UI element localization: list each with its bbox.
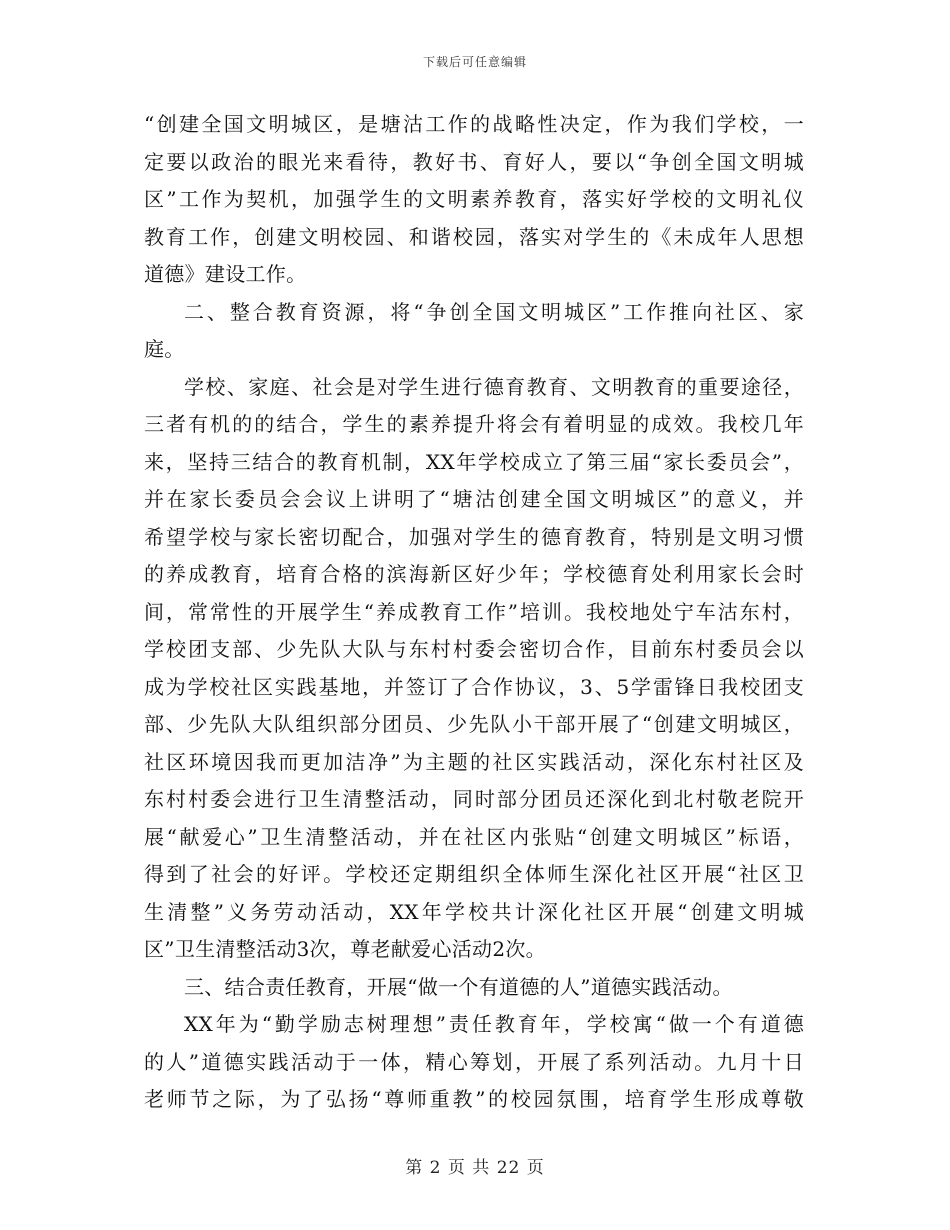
text-line: 教育工作，创建文明校园、和谐校园，落实对学生的《未成年人思想 xyxy=(144,224,804,249)
text-line: 来，坚持三结合的教育机制，XX年学校成立了第三届“家长委员会”， xyxy=(144,449,804,474)
text-line: 东村村委会进行卫生清整活动，同时部分团员还深化到北村敬老院开 xyxy=(144,787,804,811)
text-line: 道德》建设工作。 xyxy=(144,262,307,286)
text-line: 成为学校社区实践基地，并签订了合作协议，3、5学雷锋日我校团支 xyxy=(144,674,804,699)
section-heading-line: 二、整合教育资源，将“争创全国文明城区”工作推向社区、家 xyxy=(184,299,804,324)
text-line: 学校、家庭、社会是对学生进行德育教育、文明教育的重要途径， xyxy=(184,374,804,399)
text-line: 定要以政治的眼光来看待，教好书、育好人，要以“争创全国文明城 xyxy=(144,149,804,174)
page-number: 第 2 页 共 22 页 xyxy=(405,1158,545,1178)
text-line: 三者有机的的结合，学生的素养提升将会有着明显的成效。我校几年 xyxy=(144,412,804,436)
text-line: 并在家长委员会会议上讲明了“塘沽创建全国文明城区”的意义，并 xyxy=(144,487,804,511)
text-line: 学校团支部、少先队大队与东村村委会密切合作，目前东村委员会以 xyxy=(144,637,804,661)
text-line: 生清整”义务劳动活动，XX年学校共计深化社区开展“创建文明城 xyxy=(144,899,804,924)
document-body xyxy=(144,106,804,1119)
page-header: 下载后可任意编辑 xyxy=(422,55,527,69)
text-line: 区”卫生清整活动3次，尊老献爱心活动2次。 xyxy=(144,937,546,961)
text-line: 得到了社会的好评。学校还定期组织全体师生深化社区开展“社区卫 xyxy=(144,862,804,886)
text-line: 间，常常性的开展学生“养成教育工作”培训。我校地处宁车沽东村， xyxy=(144,599,804,624)
text-line: 社区环境因我而更加洁净”为主题的社区实践活动，深化东村社区及 xyxy=(144,749,804,774)
section-heading-line: 三、结合责任教育，开展“做一个有道德的人”道德实践活动。 xyxy=(184,974,733,999)
text-line: 区”工作为契机，加强学生的文明素养教育，落实好学校的文明礼仪 xyxy=(144,187,804,211)
text-line: 部、少先队大队组织部分团员、少先队小干部开展了“创建文明城区， xyxy=(144,712,804,736)
text-line: 的人”道德实践活动于一体，精心筹划，开展了系列活动。九月十日 xyxy=(144,1049,804,1074)
text-line: 的养成教育，培育合格的滨海新区好少年；学校德育处利用家长会时 xyxy=(144,562,804,586)
text-line: 展“献爱心”卫生清整活动，并在社区内张贴“创建文明城区”标语， xyxy=(144,824,804,849)
text-line: “创建全国文明城区，是塘沽工作的战略性决定，作为我们学校，一 xyxy=(144,112,804,136)
text-line: 老师节之际，为了弘扬“尊师重教”的校园氛围，培育学生形成尊敬 xyxy=(144,1087,804,1111)
section-heading-line: 庭。 xyxy=(144,337,185,361)
text-line: XX年为“勤学励志树理想”责任教育年，学校寓“做一个有道德 xyxy=(184,1012,804,1036)
text-line: 希望学校与家长密切配合，加强对学生的德育教育，特别是文明习惯 xyxy=(144,524,804,549)
